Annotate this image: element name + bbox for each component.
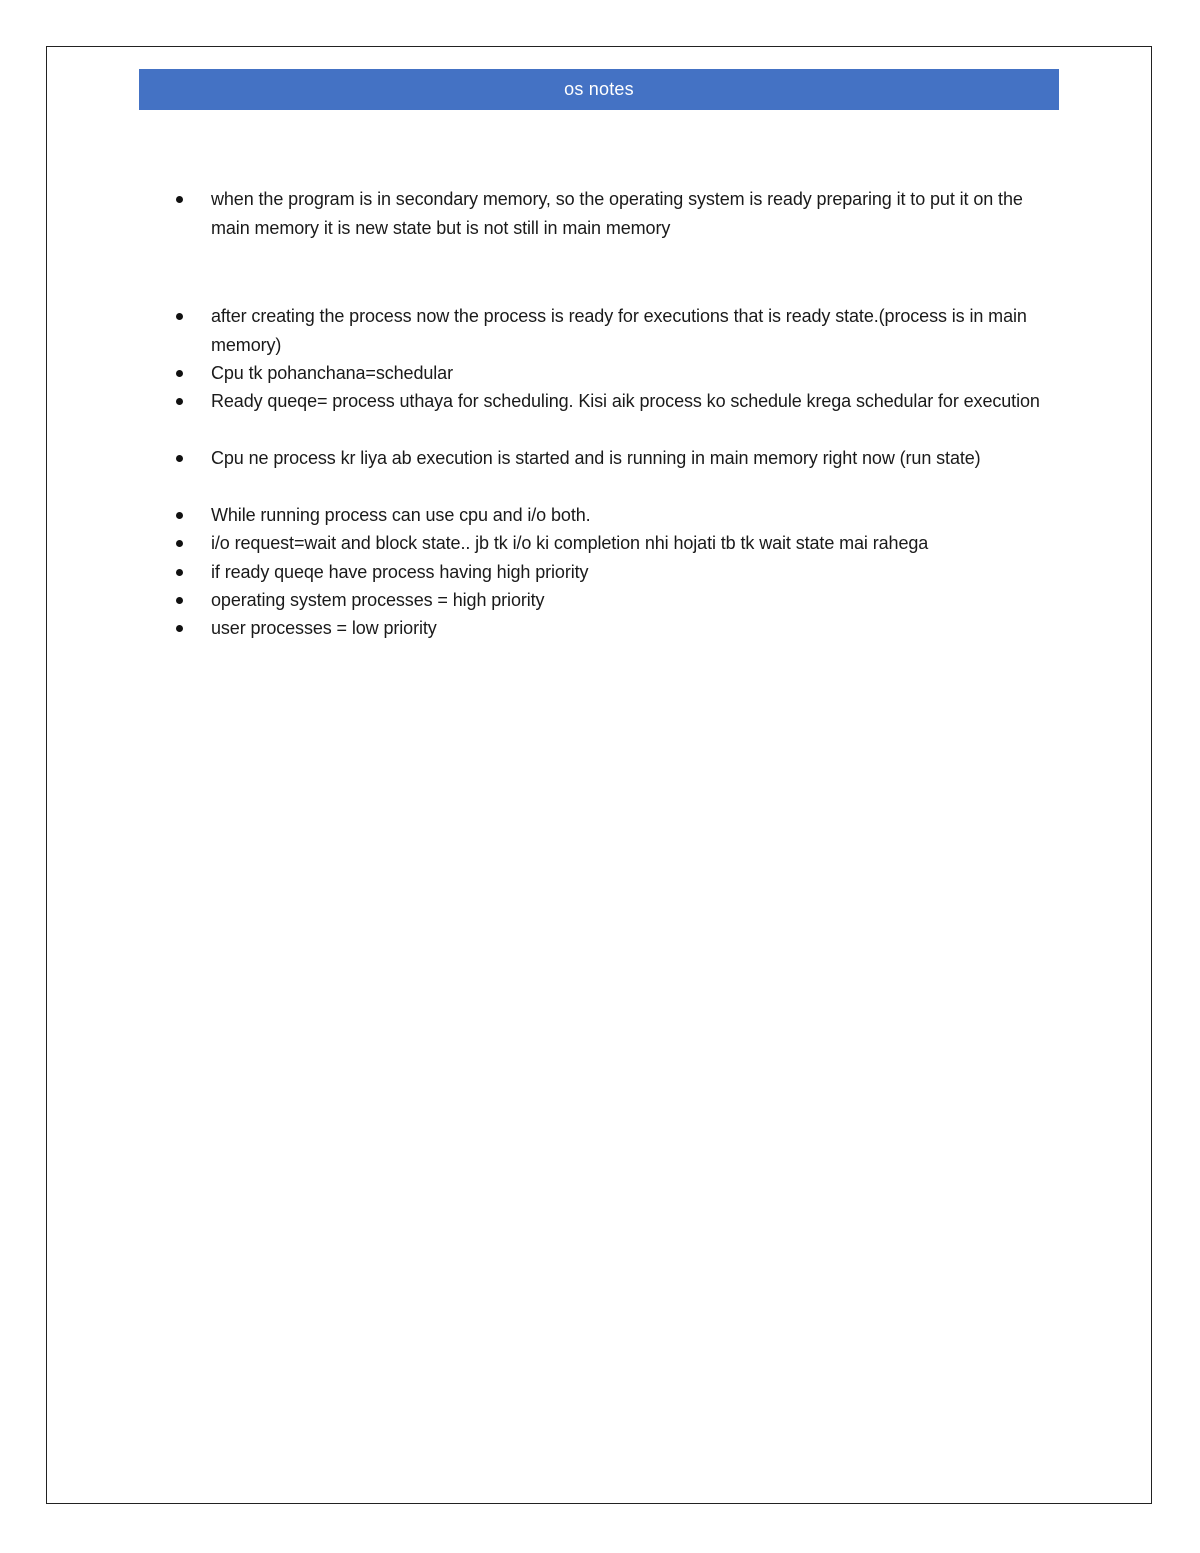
list-item — [211, 614, 1059, 643]
list-item-text: i/o request=wait and block state.. jb tk i/o ki completion nhi hojati tb tk wait state mai rahega — [211, 533, 929, 553]
list-item-text: if ready queqe have process having high priority — [211, 562, 589, 582]
list-item — [211, 501, 1059, 530]
list-item-text: Cpu tk pohanchana=schedular — [211, 363, 453, 383]
list-item-text: when the program is in secondary memory, so the operating system is ready preparing it to put it on the main memory it is new state but is not still in main memory — [211, 189, 1023, 238]
bullet-icon — [176, 398, 183, 405]
list-item-text: operating system processes = high priority — [211, 590, 545, 610]
list-item — [211, 444, 1059, 473]
list-item-text: user processes = low priority — [211, 618, 437, 638]
page-title: os notes — [139, 69, 1059, 110]
list-item — [211, 558, 1059, 587]
bullet-icon — [176, 512, 183, 519]
list-item — [211, 387, 1059, 416]
list-item — [211, 586, 1059, 615]
list-item — [211, 185, 1059, 242]
bullet-icon — [176, 569, 183, 576]
page-border — [46, 46, 1152, 1504]
bullet-icon — [176, 370, 183, 377]
list-item-text: While running process can use cpu and i/o both. — [211, 505, 591, 525]
bullet-icon — [176, 455, 183, 462]
list-item — [211, 302, 1059, 359]
list-item — [211, 529, 1059, 558]
list-item-text: Ready queqe= process uthaya for scheduling. Kisi aik process ko schedule krega schedular for execution — [211, 391, 1040, 411]
list-item — [211, 359, 1059, 388]
bullet-icon — [176, 597, 183, 604]
list-item-text: after creating the process now the process is ready for executions that is ready state.(process is in main memory) — [211, 306, 1027, 355]
bullet-icon — [176, 540, 183, 547]
bullet-icon — [176, 196, 183, 203]
bullet-icon — [176, 313, 183, 320]
bullet-icon — [176, 625, 183, 632]
list-item-text: Cpu ne process kr liya ab execution is started and is running in main memory right now (run state) — [211, 448, 981, 468]
